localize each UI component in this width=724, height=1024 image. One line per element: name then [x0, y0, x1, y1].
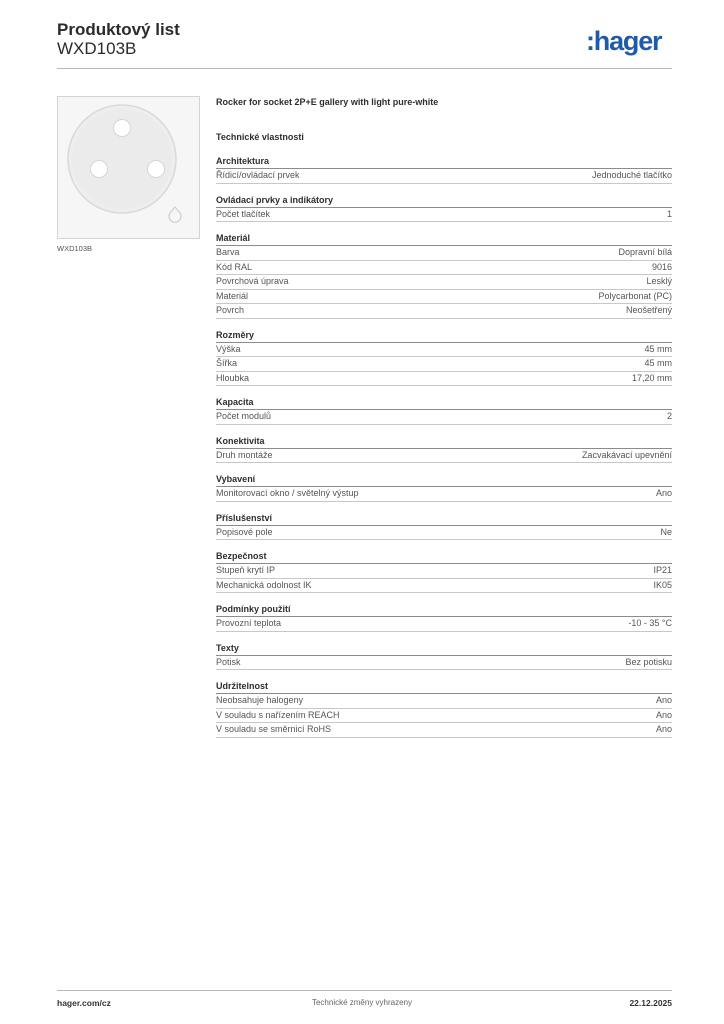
product-code: WXD103B — [57, 39, 137, 58]
spec-value: Lesklý — [646, 276, 672, 286]
spec-value: Ano — [655, 724, 672, 734]
spec-label: Povrchová úprava — [216, 276, 289, 286]
spec-value: Neošetřený — [625, 305, 672, 315]
spec-value: Ano — [655, 488, 672, 498]
spec-row — [216, 169, 672, 184]
spec-row — [216, 343, 672, 358]
spec-value: IP21 — [653, 565, 672, 575]
spec-value: Dopravní bílá — [618, 247, 672, 257]
spec-row — [216, 709, 672, 724]
section-title: Architektura — [216, 155, 672, 169]
spec-label: Šířka — [216, 358, 238, 368]
spec-row — [216, 579, 672, 594]
spec-row — [216, 723, 672, 738]
spec-label: Barva — [216, 247, 240, 257]
specification-panel — [216, 95, 672, 748]
section-title: Vybavení — [216, 473, 672, 487]
spec-row — [216, 246, 672, 261]
spec-value: Zacvakávací upevnění — [581, 449, 672, 460]
spec-row — [216, 372, 672, 387]
spec-label: V souladu se směrnicí RoHS — [216, 724, 332, 734]
page-title: Produktový list — [57, 20, 180, 39]
spec-value: Ano — [655, 695, 672, 705]
footer-website[interactable]: hager.com/cz — [57, 998, 111, 1008]
spec-row — [216, 304, 672, 319]
spec-section — [216, 603, 672, 632]
spec-section — [216, 194, 672, 223]
spec-label: V souladu s nařízením REACH — [216, 709, 340, 720]
spec-label: Povrch — [216, 305, 245, 315]
spec-row — [216, 290, 672, 305]
spec-label: Řídicí/ovládací prvek — [216, 170, 300, 180]
spec-value: Polycarbonat (PC) — [598, 290, 672, 301]
footer-divider — [57, 990, 672, 991]
spec-row — [216, 487, 672, 502]
header-divider — [57, 68, 672, 69]
spec-value: 45 mm — [644, 343, 672, 354]
spec-row — [216, 694, 672, 709]
section-title: Bezpečnost — [216, 550, 672, 564]
spec-section — [216, 550, 672, 593]
spec-row — [216, 410, 672, 425]
spec-section — [216, 155, 672, 184]
spec-row — [216, 564, 672, 579]
spec-row — [216, 449, 672, 464]
spec-value: 17,20 mm — [631, 372, 672, 383]
hager-logo: :hager — [586, 26, 662, 56]
section-title: Kapacita — [216, 396, 672, 410]
section-title: Rozměry — [216, 329, 672, 343]
spec-section — [216, 512, 672, 541]
section-title: Materiál — [216, 232, 672, 246]
section-title: Texty — [216, 642, 672, 656]
spec-row — [216, 526, 672, 541]
spec-sections — [216, 155, 672, 738]
spec-section — [216, 329, 672, 387]
spec-label: Potisk — [216, 656, 241, 667]
image-caption: WXD103B — [57, 244, 93, 253]
spec-label: Popisové pole — [216, 526, 273, 537]
spec-row — [216, 275, 672, 290]
spec-row — [216, 261, 672, 276]
spec-value: Ne — [660, 526, 672, 537]
product-title: Rocker for socket 2P+E gallery with light pure-white — [216, 97, 439, 107]
spec-label: Provozní teplota — [216, 618, 282, 628]
spec-value: Bez potisku — [625, 656, 672, 667]
spec-label: Neobsahuje halogeny — [216, 695, 304, 705]
spec-label: Výška — [216, 343, 241, 354]
spec-row — [216, 617, 672, 632]
footer-date: 22.12.2025 — [629, 998, 672, 1008]
spec-label: Počet tlačítek — [216, 208, 271, 219]
spec-value: Ano — [655, 709, 672, 720]
socket-cover-icon — [58, 97, 199, 238]
spec-value: 9016 — [651, 261, 672, 272]
spec-label: Mechanická odolnost IK — [216, 579, 312, 590]
spec-section — [216, 473, 672, 502]
section-title: Podmínky použití — [216, 603, 672, 617]
spec-value: 1 — [666, 208, 672, 219]
spec-value: IK05 — [653, 579, 672, 590]
spec-label: Stupeň krytí IP — [216, 565, 276, 575]
spec-label: Hloubka — [216, 372, 250, 383]
spec-row — [216, 656, 672, 671]
spec-label: Kód RAL — [216, 261, 253, 272]
spec-label: Počet modulů — [216, 411, 272, 421]
spec-value: -10 - 35 °C — [628, 618, 672, 628]
spec-label: Materiál — [216, 290, 249, 301]
spec-row — [216, 357, 672, 372]
section-title: Udržitelnost — [216, 680, 672, 694]
spec-row — [216, 208, 672, 223]
spec-section — [216, 680, 672, 738]
spec-value: 45 mm — [644, 358, 672, 368]
spec-value: 2 — [666, 411, 672, 421]
tech-heading: Technické vlastnosti — [216, 132, 304, 142]
spec-value: Jednoduché tlačítko — [591, 170, 672, 180]
spec-section — [216, 232, 672, 319]
section-title: Příslušenství — [216, 512, 672, 526]
spec-label: Monitorovací okno / světelný výstup — [216, 488, 359, 498]
spec-section — [216, 396, 672, 425]
section-title: Ovládací prvky a indikátory — [216, 194, 672, 208]
spec-section — [216, 642, 672, 671]
footer-disclaimer: Technické změny vyhrazeny — [311, 998, 413, 1007]
product-image — [57, 96, 200, 239]
spec-label: Druh montáže — [216, 449, 273, 460]
spec-section — [216, 435, 672, 464]
section-title: Konektivita — [216, 435, 672, 449]
